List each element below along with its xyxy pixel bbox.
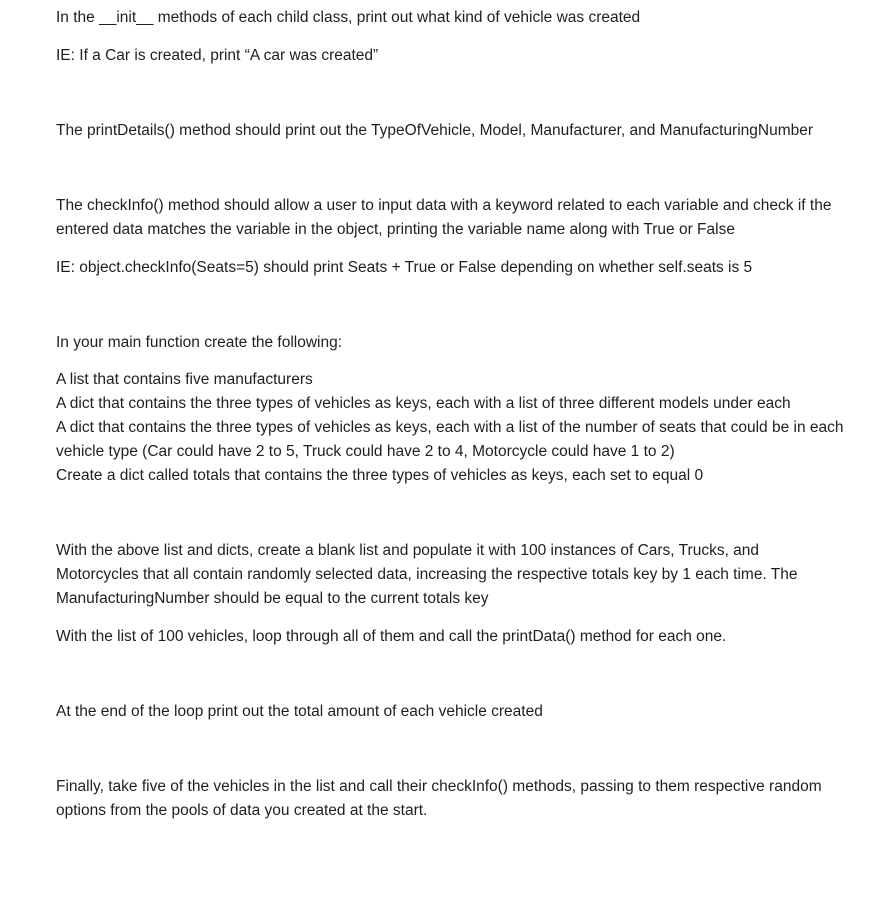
paragraph-checkinfo-example: IE: object.checkInfo(Seats=5) should print Seats + True or False depending on whether self.seats is 5 xyxy=(56,259,753,276)
list-item: A dict that contains the three types of vehicles as keys, each with a list of three different models under each xyxy=(56,395,791,412)
list-item: Create a dict called totals that contains the three types of vehicles as keys, each set to equal 0 xyxy=(56,467,704,484)
document-body xyxy=(56,6,846,823)
requirements-list xyxy=(56,368,846,488)
paragraph-print-totals: At the end of the loop print out the total amount of each vehicle created xyxy=(56,703,543,720)
paragraph-populate-list: With the above list and dicts, create a blank list and populate it with 100 instances of Cars, Trucks, and Motorcycles that all contain randomly selected data, increasing the respective totals key by 1 each time. The ManufacturingNumber should be equal to the current totals key xyxy=(56,542,798,607)
list-item: A list that contains five manufacturers xyxy=(56,371,313,388)
paragraph-init-example: IE: If a Car is created, print “A car was created” xyxy=(56,47,379,64)
paragraph-init-methods: In the __init__ methods of each child class, print out what kind of vehicle was created xyxy=(56,9,641,26)
list-item: A dict that contains the three types of vehicles as keys, each with a list of the number of seats that could be in each vehicle type (Car could have 2 to 5, Truck could have 2 to 4, Motorcycle could have 1 to 2) xyxy=(56,419,844,460)
paragraph-main-intro: In your main function create the following: xyxy=(56,334,343,351)
paragraph-loop-printdata: With the list of 100 vehicles, loop through all of them and call the printData() method for each one. xyxy=(56,628,727,645)
paragraph-checkinfo-five: Finally, take five of the vehicles in the list and call their checkInfo() methods, passing to them respective random options from the pools of data you created at the start. xyxy=(56,778,822,819)
paragraph-printdetails: The printDetails() method should print out the TypeOfVehicle, Model, Manufacturer, and ManufacturingNumber xyxy=(56,122,814,139)
paragraph-checkinfo: The checkInfo() method should allow a user to input data with a keyword related to each variable and check if the entered data matches the variable in the object, printing the variable name along with True or False xyxy=(56,197,832,238)
